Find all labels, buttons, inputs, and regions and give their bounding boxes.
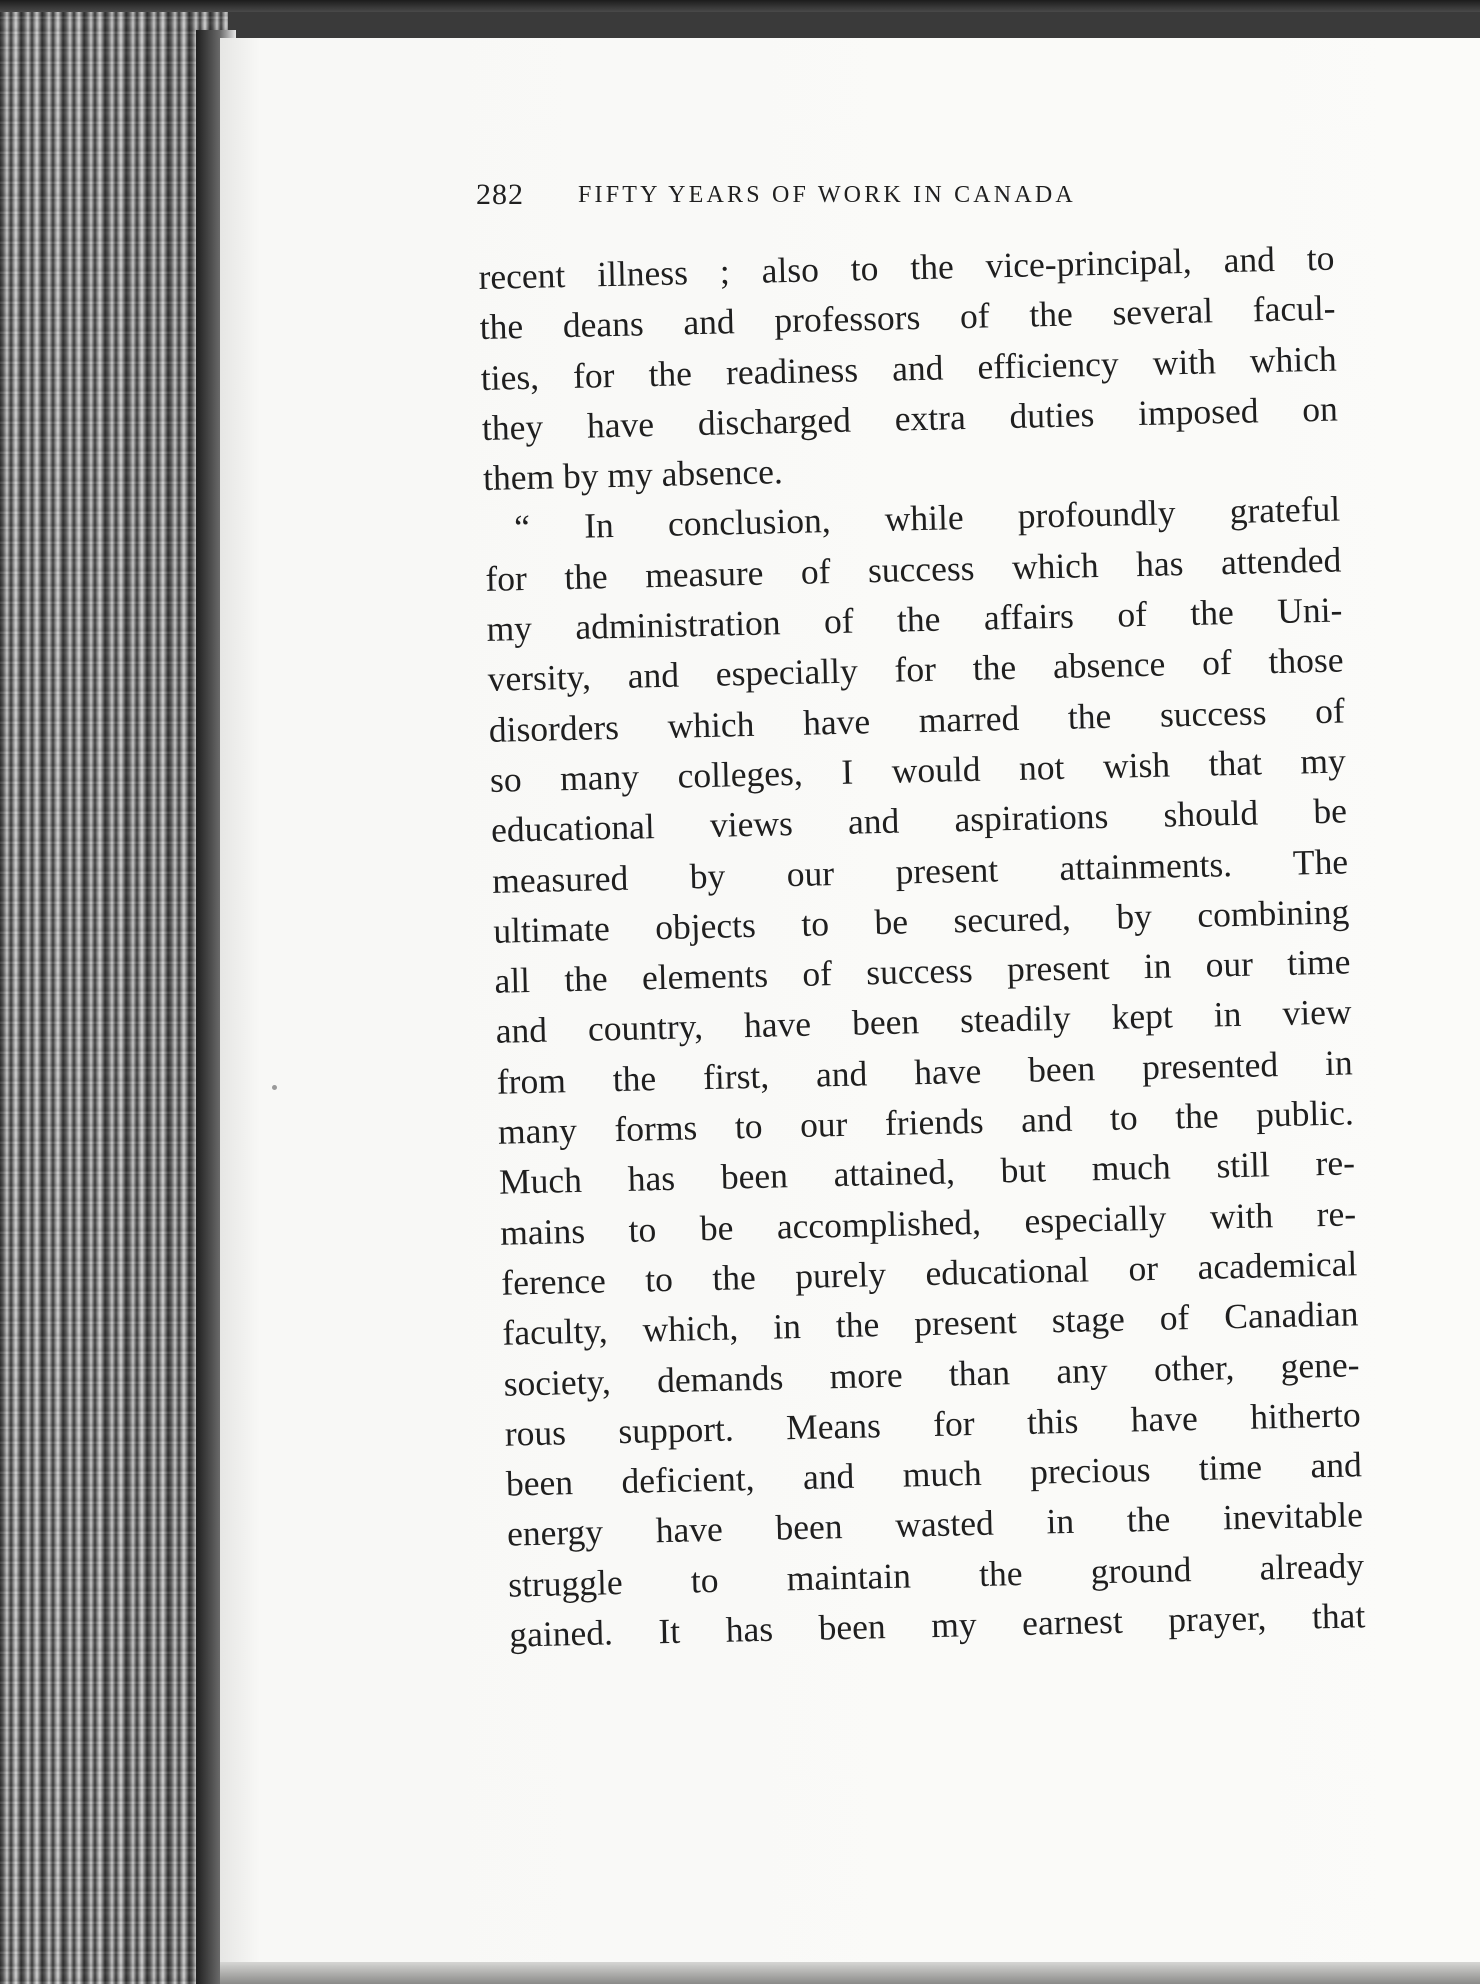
book-page-edges bbox=[0, 12, 228, 1984]
running-title: FIFTY YEARS OF WORK IN CANADA bbox=[578, 182, 1076, 208]
text-line: rous support. Means for this have hitherto bbox=[504, 1394, 1362, 1454]
body-text bbox=[478, 233, 1366, 1660]
text-line: all the elements of success present in our time bbox=[494, 941, 1351, 1001]
text-line: struggle to maintain the ground already bbox=[507, 1544, 1365, 1605]
page-number: 282 bbox=[476, 178, 524, 211]
text-line: ultimate objects to be secured, by combining bbox=[492, 891, 1350, 951]
text-line: recent illness ; also to the vice-principal, and to bbox=[478, 237, 1335, 297]
running-head bbox=[476, 178, 1236, 228]
text-line: energy have been wasted in the inevitable bbox=[506, 1494, 1364, 1555]
text-line: so many colleges, I would not wish that my bbox=[489, 740, 1347, 800]
text-line: Much has been attained, but much still re- bbox=[498, 1142, 1356, 1203]
text-line: many forms to our friends and to the public. bbox=[497, 1092, 1355, 1152]
paper-speck bbox=[272, 1085, 277, 1090]
text-line: versity, and especially for the absence of those bbox=[487, 639, 1344, 700]
text-line: society, demands more than any other, gene- bbox=[503, 1343, 1360, 1404]
text-line: measured by our present attainments. The bbox=[491, 840, 1349, 901]
text-line: ference to the purely educational or academical bbox=[500, 1243, 1358, 1303]
text-line: ties, for the readiness and efficiency with which bbox=[480, 338, 1338, 398]
text-line: the deans and professors of the several facul- bbox=[479, 287, 1336, 348]
text-line: they have discharged extra duties imposed on bbox=[481, 388, 1339, 448]
text-line: gained. It has been my earnest prayer, that bbox=[508, 1595, 1366, 1655]
text-line: from the first, and have been presented in bbox=[496, 1042, 1354, 1102]
text-line: been deficient, and much precious time and bbox=[505, 1444, 1363, 1504]
text-line: them by my absence. bbox=[482, 451, 784, 499]
text-line: disorders which have marred the success of bbox=[488, 690, 1346, 750]
text-line: educational views and aspirations should be bbox=[490, 790, 1348, 851]
page-bottom-edge bbox=[220, 1962, 1480, 1984]
scan-top-border bbox=[0, 0, 1480, 12]
text-line: and country, have been steadily kept in view bbox=[495, 991, 1352, 1052]
text-line: for the measure of success which has attended bbox=[484, 539, 1342, 599]
text-line: my administration of the affairs of the Uni- bbox=[486, 589, 1343, 649]
text-line: mains to be accomplished, especially with re- bbox=[499, 1192, 1357, 1253]
text-line: faculty, which, in the present stage of Canadian bbox=[502, 1293, 1359, 1353]
text-line: “ In conclusion, while profoundly grateful bbox=[513, 488, 1341, 548]
